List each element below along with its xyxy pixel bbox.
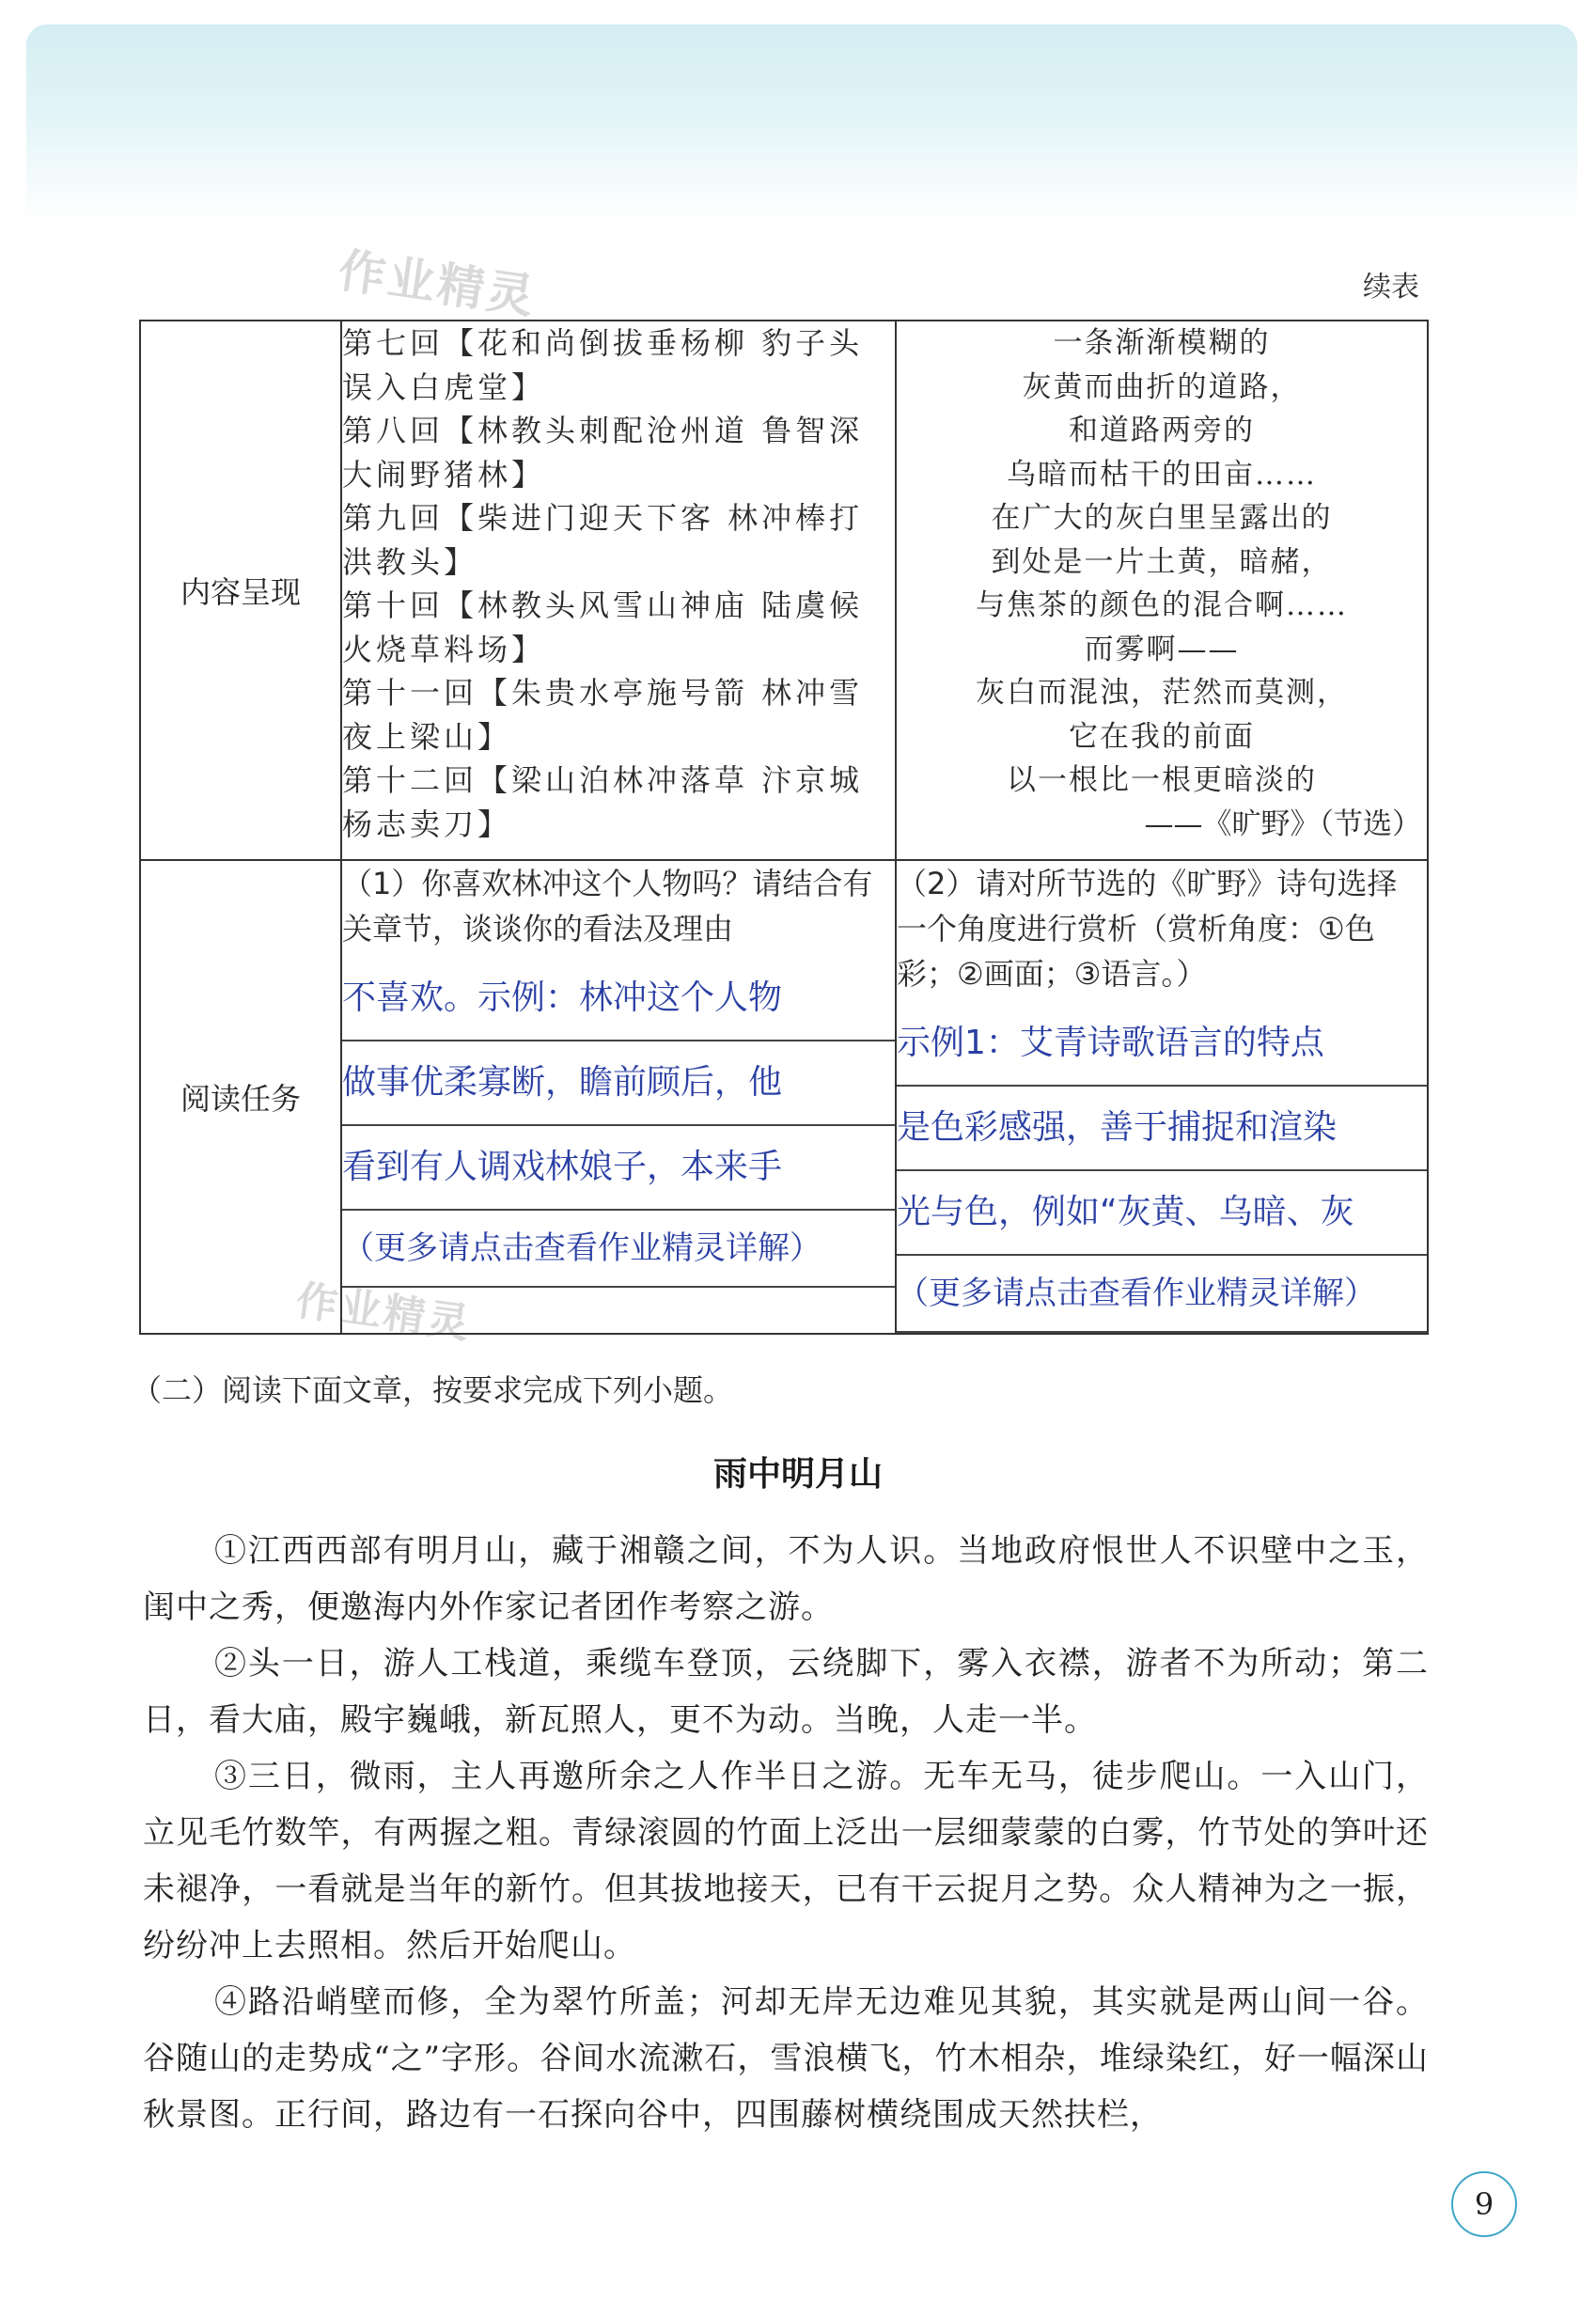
article-paragraph: ③三日，微雨，主人再邀所余之人作半日之游。无车无马，徒步爬山。一入山门，立见毛竹数竿，有两握之粗。青绿滚圆的竹面上泛出一层细蒙蒙的白雾，竹节处的笋叶还未褪净，一看就是当年的新竹。但其拔地接天，已有干云捉月之势。众人精神为之一振，纷纷冲上去照相。然后开始爬山。 — [143, 1758, 1429, 1964]
poem-line: 乌暗而枯干的田亩…… — [1007, 457, 1317, 492]
answer-line: 示例1：艾青诗歌语言的特点 — [897, 1002, 1427, 1087]
chapter-line: 夜上梁山】 — [342, 718, 512, 755]
page-number: 9 — [1451, 2171, 1517, 2237]
chapter-line: 洪教头】 — [342, 543, 478, 580]
chapter-line: 第十一回【朱贵水亭施号箭 林冲雪 — [342, 675, 864, 711]
chapter-line: 大闹野猪林】 — [342, 456, 546, 493]
poem-line: 灰白而混浊，茫然而莫测， — [976, 676, 1348, 710]
question-2-text: （2）请对所节选的《旷野》诗句选择一个角度进行赏析（赏析角度：①色彩；②画面；③语言。） — [897, 866, 1398, 992]
chapter-list — [341, 321, 896, 860]
chapter-line: 第十回【林教头风雪山神庙 陆虞候 — [342, 587, 864, 623]
answer-line: 是色彩感强，善于捕捉和渲染 — [897, 1087, 1427, 1171]
article-paragraph: ①江西西部有明月山，藏于湘赣之间，不为人识。当地政府恨世人不识壁中之玉，闺中之秀，便邀海内外作家记者团作考察之游。 — [143, 1532, 1429, 1626]
section-heading: （二）阅读下面文章，按要求完成下列小题。 — [132, 1372, 734, 1408]
chapter-line: 杨志卖刀】 — [342, 806, 512, 842]
table-row-content — [140, 321, 1428, 860]
poem-line: 它在我的前面 — [1069, 719, 1255, 754]
answer-line: 光与色，例如“灰黄、乌暗、灰 — [897, 1171, 1427, 1256]
chapter-line: 第七回【花和尚倒拔垂杨柳 豹子头 — [342, 325, 864, 361]
reading-table — [139, 320, 1429, 1335]
row-label-task: 阅读任务 — [140, 860, 341, 1334]
chapter-line: 误入白虎堂】 — [342, 368, 546, 405]
article-paragraph: ②头一日，游人工栈道，乘缆车登顶，云绕脚下，雾入衣襟，游者不为所动；第二日，看大庙，殿宇巍峨，新瓦照人，更不为动。当晚，人走一半。 — [143, 1645, 1429, 1739]
chapter-line: 第十二回【梁山泊林冲落草 汴京城 — [342, 762, 864, 798]
poem-line: 到处是一片土黄，暗赭， — [991, 544, 1333, 579]
article-paragraph: ④路沿峭壁而修，全为翠竹所盖；河却无岸无边难见其貌，其实就是两山间一谷。谷随山的走势成“之”字形。谷间水流漱石，雪浪横飞，竹木相杂，堆绿染红，好一幅深山秋景图。正行间，路边有一石探向谷中，四围藤树横绕围成天然扶栏， — [143, 1983, 1429, 2134]
poem-line: 而雾啊—— — [1084, 632, 1240, 666]
answer-line: 做事优柔寡断，瞻前顾后，他 — [342, 1041, 895, 1126]
task-question-1 — [341, 860, 896, 1334]
poem-line: 以一根比一根更暗淡的 — [1007, 763, 1317, 797]
article-title: 雨中明月山 — [712, 1455, 883, 1494]
poem-source: ——《旷野》（节选） — [1144, 806, 1421, 841]
poem-excerpt — [896, 321, 1428, 860]
poem-line: 灰黄而曲折的道路， — [1022, 369, 1302, 404]
watermark-bottom: 作业精灵 — [292, 1276, 476, 1349]
task-question-2 — [896, 860, 1428, 1334]
header-band — [26, 24, 1577, 222]
poem-line: 一条渐渐模糊的 — [1053, 326, 1271, 360]
poem-line: 与焦茶的颜色的混合啊…… — [976, 588, 1348, 622]
more-details-link[interactable]: （更多请点击查看作业精灵详解） — [897, 1256, 1427, 1333]
continued-label: 续表 — [1363, 271, 1419, 304]
chapter-line: 第八回【林教头刺配沧州道 鲁智深 — [342, 413, 864, 448]
table-row-task — [140, 860, 1428, 1334]
chapter-line: 第九回【柴进门迎天下客 林冲棒打 — [342, 500, 864, 536]
answer-line: 不喜欢。示例：林冲这个人物 — [342, 957, 895, 1041]
poem-line: 和道路两旁的 — [1069, 414, 1255, 447]
more-details-link[interactable]: （更多请点击查看作业精灵详解） — [342, 1211, 895, 1288]
article-body — [143, 1523, 1429, 2143]
watermark-top: 作业精灵 — [335, 243, 540, 325]
question-1-text: （1）你喜欢林冲这个人物吗？请结合有关章节，谈谈你的看法及理由 — [342, 866, 873, 947]
chapter-line: 火烧草料场】 — [342, 631, 546, 667]
poem-line: 在广大的灰白里呈露出的 — [991, 501, 1333, 535]
answer-line: 看到有人调戏林娘子，本来手 — [342, 1126, 895, 1211]
row-label-content: 内容呈现 — [140, 321, 341, 860]
